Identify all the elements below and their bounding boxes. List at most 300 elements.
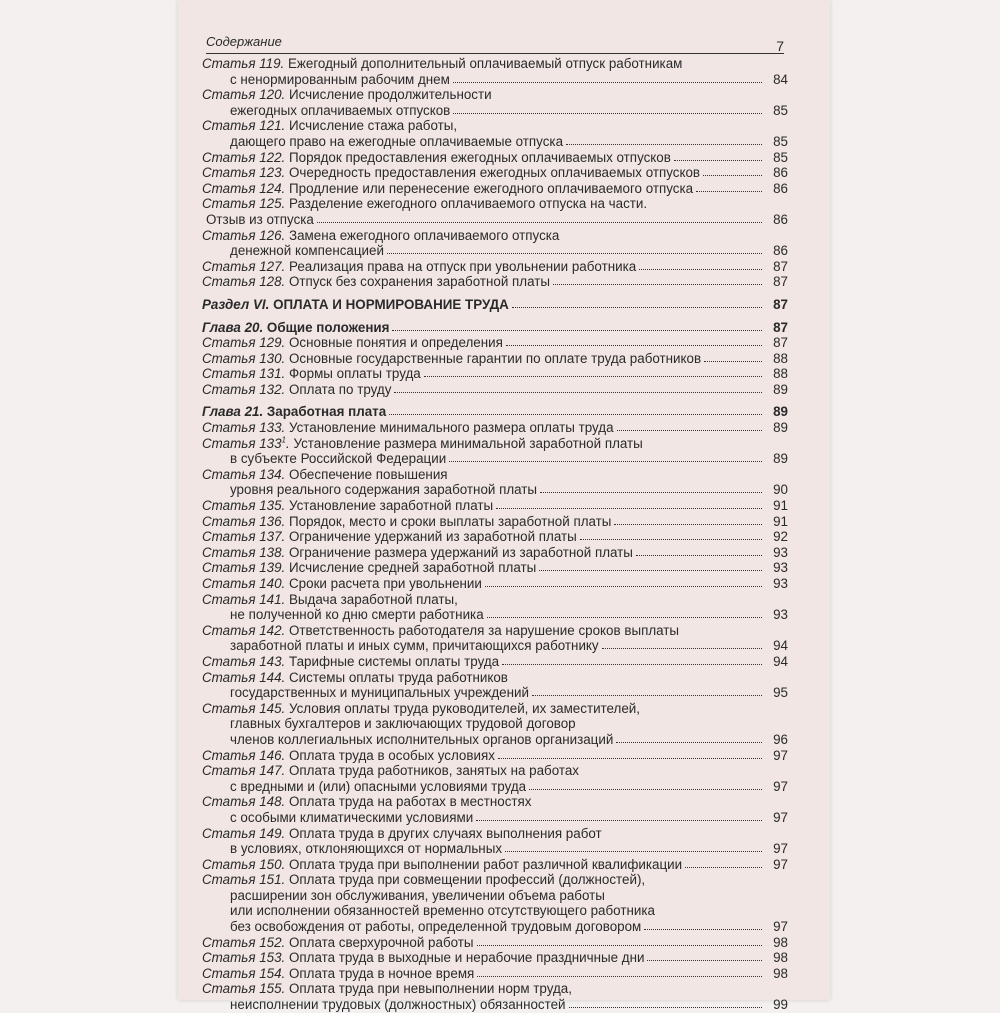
toc-entry: [202, 436, 788, 452]
toc-entry-text: Условия оплаты труда руководителей, их заместителей,: [289, 700, 640, 716]
toc-entry-text: Замена ежегодного оплачиваемого отпуска: [289, 227, 560, 243]
toc-entry-text: Оплата труда в выходные и нерабочие праздничные дни: [289, 950, 645, 966]
toc-entry-text: дающего право на ежегодные оплачиваемые отпуска: [230, 133, 564, 149]
toc-entry-label: [202, 436, 643, 452]
toc-entry: [202, 576, 788, 592]
toc-entry: [202, 165, 788, 181]
toc-entry-text: Основные понятия и определения: [289, 335, 503, 351]
toc-entry-label: [202, 654, 499, 670]
toc-entry-text: Продление или перенесение ежегодного оплачиваемого отпуска: [289, 180, 694, 196]
toc-entry: [202, 72, 788, 88]
toc-page-number: 87: [773, 258, 788, 274]
toc-entry: [202, 467, 788, 483]
toc-entry-label: [202, 181, 693, 197]
toc-entry-text: Тарифные системы оплаты труда: [289, 653, 500, 669]
toc-entry-label: [202, 274, 550, 290]
toc-entry: [202, 56, 788, 72]
article-number: Статья $133^1$.: [202, 435, 290, 451]
toc-entry-text: Оплата труда при выполнении работ различной квалификации: [289, 856, 683, 872]
toc-entry-label: [202, 560, 536, 576]
leader-dots: [639, 269, 762, 270]
toc-entry-label: [230, 72, 450, 88]
toc-entry-text: членов коллегиальных исполнительных органов организаций: [230, 731, 614, 747]
toc-entry-label: [202, 259, 636, 275]
leader-dots: [477, 976, 762, 977]
toc-entry-text: Обеспечение повышения: [289, 466, 448, 482]
toc-entry-label: [202, 545, 633, 561]
toc-page-number: 85: [773, 149, 788, 165]
leader-dots: [317, 222, 762, 223]
leader-dots: [453, 113, 762, 114]
toc-entry-label: [202, 529, 577, 545]
toc-entry-text: заработной платы и иных сумм, причитающихся работнику: [230, 638, 599, 654]
book-page: [178, 0, 830, 1013]
toc-entry-label: [202, 366, 421, 382]
toc-chapter-heading: [202, 320, 788, 336]
toc-page-number: 96: [773, 731, 788, 747]
toc-page-number: 91: [773, 498, 788, 514]
toc-entry-text: Ограничение размера удержаний из заработной платы: [289, 544, 633, 560]
toc-entry-text: без освобождения от работы, определенной трудовым договором: [230, 919, 642, 935]
toc-entry: [202, 794, 788, 810]
toc-entry-text: Очередность предоставления ежегодных оплачиваемых отпусков: [289, 165, 701, 181]
leader-dots: [505, 851, 762, 852]
toc-entry: [202, 87, 788, 103]
article-number: Статья 139.: [202, 560, 286, 576]
article-number: Статья 120.: [202, 87, 286, 103]
article-number: Статья 147.: [202, 763, 286, 779]
table-of-contents: [202, 56, 788, 1013]
toc-entry: [202, 716, 788, 732]
toc-entry-label: [230, 607, 484, 623]
toc-entry-label: [230, 841, 502, 857]
heading-number: Раздел VI.: [202, 296, 270, 312]
leader-dots: [498, 758, 762, 759]
article-number: Статья 119.: [202, 56, 285, 71]
toc-page-number: 85: [773, 133, 788, 149]
article-number: Статья 137.: [202, 529, 286, 545]
toc-entry: [202, 274, 788, 290]
article-number: Статья 123.: [202, 165, 286, 181]
toc-entry-label: [230, 903, 655, 919]
toc-entry: [202, 654, 788, 670]
toc-entry-label: [202, 981, 572, 997]
toc-entry-label: [202, 228, 559, 244]
toc-entry: [202, 118, 788, 134]
article-number: Статья 154.: [202, 965, 286, 981]
toc-entry-text: ОПЛАТА И НОРМИРОВАНИЕ ТРУДА: [273, 296, 509, 312]
leader-dots: [704, 361, 762, 362]
toc-entry-label: [202, 467, 448, 483]
toc-entry: [202, 966, 788, 982]
leader-dots: [387, 253, 762, 254]
toc-entry-label: [202, 56, 682, 72]
leader-dots: [487, 617, 762, 618]
article-number: Статья 144.: [202, 669, 286, 685]
toc-entry-label: [230, 134, 563, 150]
article-number: Статья 138.: [202, 544, 286, 560]
toc-entry-text: Основные государственные гарантии по оплате труда работников: [289, 350, 702, 366]
toc-entry-label: [230, 716, 576, 732]
toc-entry-label: [230, 919, 641, 935]
toc-entry-text: Разделение ежегодного оплачиваемого отпуска на части.: [289, 196, 648, 212]
toc-entry-label: [230, 451, 446, 467]
article-number: Статья 126.: [202, 227, 286, 243]
toc-entry-text: Общие положения: [266, 319, 390, 335]
leader-dots: [569, 1007, 762, 1008]
article-number: Статья 151.: [202, 872, 286, 888]
toc-entry-label: [202, 498, 493, 514]
leader-dots: [449, 461, 762, 462]
leader-dots: [539, 570, 762, 571]
toc-entry-text: Оплата труда в ночное время: [289, 965, 475, 981]
toc-entry-text: Системы оплаты труда работников: [289, 669, 508, 685]
toc-entry-label: [202, 670, 508, 686]
toc-entry-text: Оплата сверхурочной работы: [289, 934, 474, 950]
toc-entry-label: [202, 935, 474, 951]
toc-entry-text: Оплата труда на работах в местностях: [289, 794, 532, 810]
toc-page-number: 86: [773, 165, 788, 181]
toc-page-number: 88: [773, 350, 788, 366]
toc-entry-text: Ежегодный дополнительный оплачиваемый отпуск работникам: [288, 56, 683, 71]
leader-dots: [685, 867, 762, 868]
article-number: Статья 152.: [202, 934, 286, 950]
article-number: Статья 136.: [202, 513, 286, 529]
toc-entry-text: или исполнении обязанностей временно отсутствующего работника: [230, 903, 655, 919]
toc-entry-label: [202, 701, 640, 717]
article-number: Статья 142.: [202, 622, 286, 638]
leader-dots: [602, 648, 762, 649]
toc-entry-label: [230, 888, 605, 904]
toc-entry: [202, 243, 788, 259]
toc-page-number: 93: [773, 560, 788, 576]
toc-entry-label: [206, 212, 314, 228]
toc-entry-text: Порядок, место и сроки выплаты заработной платы: [289, 513, 612, 529]
toc-entry: [202, 514, 788, 530]
toc-entry-text: неисполнении трудовых (должностных) обязанностей: [230, 997, 566, 1013]
toc-entry: [202, 732, 788, 748]
toc-page-number: 89: [773, 404, 788, 420]
leader-dots: [389, 414, 762, 415]
article-number: Статья 150.: [202, 856, 286, 872]
leader-dots: [477, 945, 762, 946]
toc-entry-text: с вредными и (или) опасными условиями труда: [230, 778, 527, 794]
article-number: Статья 124.: [202, 180, 286, 196]
leader-dots: [540, 492, 762, 493]
leader-dots: [617, 430, 762, 431]
toc-entry-label: [230, 243, 384, 259]
toc-page-number: 97: [773, 856, 788, 872]
toc-entry-text: Отзыв из отпуска: [206, 211, 314, 227]
leader-dots: [476, 820, 762, 821]
toc-entry-label: [202, 165, 700, 181]
article-number: Статья 125.: [202, 196, 286, 212]
toc-entry: [202, 482, 788, 498]
toc-entry: [202, 810, 788, 826]
leader-dots: [553, 284, 762, 285]
toc-entry-label: [230, 779, 526, 795]
toc-entry-label: [202, 748, 495, 764]
toc-page-number: 99: [773, 997, 788, 1013]
article-number: Статья 122.: [202, 149, 286, 165]
toc-page-number: 90: [773, 482, 788, 498]
toc-entry: [202, 857, 788, 873]
toc-entry-text: Установление минимального размера оплаты труда: [289, 420, 614, 436]
toc-entry: [202, 841, 788, 857]
toc-entry-label: [202, 118, 457, 134]
toc-page-number: 93: [773, 576, 788, 591]
page-number: 7: [776, 38, 784, 54]
toc-entry-text: Формы оплаты труда: [289, 366, 421, 382]
article-number: Статья 134.: [202, 466, 286, 482]
toc-section-heading: [202, 297, 788, 313]
article-number: Статья 132.: [202, 381, 286, 397]
toc-entry-text: Оплата труда в других случаях выполнения работ: [289, 825, 602, 841]
toc-page-number: 86: [773, 211, 788, 227]
toc-entry-text: главных бухгалтеров и заключающих трудовой договор: [230, 716, 576, 732]
toc-page-number: 97: [773, 809, 788, 825]
heading-number: Глава 21.: [202, 404, 264, 420]
toc-entry: [202, 451, 788, 467]
leader-dots: [674, 160, 762, 161]
toc-entry-text: Ответственность работодателя за нарушение сроков выплаты: [289, 622, 680, 638]
article-number: Статья 133.: [202, 420, 286, 436]
toc-entry-text: в условиях, отклоняющихся от нормальных: [230, 841, 503, 857]
toc-page-number: 97: [773, 919, 788, 935]
toc-entry-text: уровня реального содержания заработной платы: [230, 482, 538, 498]
toc-entry: [202, 366, 788, 382]
toc-entry: [202, 150, 788, 166]
toc-page-number: 97: [773, 841, 788, 857]
toc-entry-text: Отпуск без сохранения заработной платы: [289, 274, 551, 290]
leader-dots: [529, 789, 762, 790]
toc-page-number: 94: [773, 638, 788, 654]
toc-entry: [202, 981, 788, 997]
toc-entry: [202, 560, 788, 576]
toc-entry-label: [202, 382, 391, 398]
leader-dots: [512, 307, 762, 308]
toc-entry: [202, 638, 788, 654]
toc-entry: [202, 212, 788, 228]
toc-entry: [202, 826, 788, 842]
toc-entry-text: государственных и муниципальных учреждений: [230, 685, 529, 701]
leader-dots: [453, 82, 762, 83]
toc-page-number: 98: [773, 950, 788, 966]
header-title: Содержание: [206, 34, 282, 49]
toc-entry-text: Реализация права на отпуск при увольнении работника: [289, 258, 637, 274]
leader-dots: [394, 392, 762, 393]
toc-entry-text: Ограничение удержаний из заработной платы: [289, 529, 577, 545]
running-header: [206, 31, 784, 54]
toc-entry: [202, 919, 788, 935]
leader-dots: [566, 144, 762, 145]
leader-dots: [614, 524, 762, 525]
toc-entry-label: [202, 826, 602, 842]
toc-entry-label: [230, 685, 529, 701]
toc-entry-label: [202, 87, 492, 103]
toc-entry: [202, 259, 788, 275]
article-number: Статья 149.: [202, 825, 286, 841]
leader-dots: [616, 742, 762, 743]
toc-entry: [202, 196, 788, 212]
toc-entry-label: [230, 732, 613, 748]
article-number: Статья 148.: [202, 794, 286, 810]
toc-entry: [202, 888, 788, 904]
toc-entry: [202, 607, 788, 623]
toc-entry: [202, 763, 788, 779]
article-number: Статья 129.: [202, 335, 286, 351]
toc-entry: [202, 748, 788, 764]
toc-entry-label: [202, 794, 532, 810]
toc-entry-text: Исчисление стажа работы,: [289, 118, 458, 134]
toc-entry: [202, 382, 788, 398]
toc-entry-text: ежегодных оплачиваемых отпусков: [230, 102, 451, 118]
toc-chapter-heading: [202, 404, 788, 420]
toc-page-number: 93: [773, 607, 788, 623]
toc-entry-text: расширении зон обслуживания, увеличении объема работы: [230, 887, 605, 903]
toc-entry: [202, 903, 788, 919]
toc-entry: [202, 134, 788, 150]
toc-entry-text: Исчисление продолжительности: [289, 87, 492, 103]
toc-entry: [202, 872, 788, 888]
leader-dots: [485, 586, 762, 587]
toc-entry-label: [202, 950, 644, 966]
toc-entry-label: [230, 638, 599, 654]
toc-entry: [202, 335, 788, 351]
toc-entry-label: [202, 196, 647, 212]
toc-entry: [202, 181, 788, 197]
article-superscript: 1: [281, 435, 286, 445]
toc-entry: [202, 228, 788, 244]
leader-dots: [696, 191, 762, 192]
toc-entry: [202, 420, 788, 436]
toc-entry-label: [202, 592, 458, 608]
toc-entry-text: Сроки расчета при увольнении: [289, 576, 482, 591]
toc-page-number: 87: [773, 274, 788, 290]
toc-page-number: 92: [773, 529, 788, 545]
toc-entry-label: [230, 997, 566, 1013]
toc-entry-text: не полученной ко дню смерти работника: [230, 607, 484, 623]
toc-entry-text: Выдача заработной платы,: [289, 591, 458, 607]
toc-page-number: 88: [773, 366, 788, 382]
article-number: Статья 131.: [202, 366, 286, 382]
leader-dots: [532, 695, 762, 696]
toc-page-number: 89: [773, 451, 788, 467]
toc-page-number: 86: [773, 180, 788, 196]
leader-dots: [644, 929, 762, 930]
article-number: Статья 145.: [202, 700, 286, 716]
leader-dots: [496, 508, 762, 509]
article-number: Статья 140.: [202, 576, 286, 591]
toc-page-number: 87: [773, 296, 788, 312]
article-number: Статья 153.: [202, 950, 286, 966]
toc-entry-label: [202, 351, 701, 367]
toc-entry-text: Оплата труда при невыполнении норм труда,: [289, 981, 572, 997]
toc-page-number: 98: [773, 965, 788, 981]
toc-page-number: 95: [773, 685, 788, 701]
toc-entry: [202, 779, 788, 795]
toc-entry-text: с ненормированным рабочим днем: [230, 71, 450, 87]
toc-page-number: 91: [773, 513, 788, 529]
article-number: Статья 135.: [202, 498, 286, 514]
leader-dots: [506, 345, 762, 346]
toc-entry-text: Установление заработной платы: [289, 498, 494, 514]
toc-entry: [202, 670, 788, 686]
toc-page-number: 85: [773, 102, 788, 118]
toc-entry-label: [202, 335, 503, 351]
toc-entry-label: [230, 482, 537, 498]
toc-page-number: 87: [773, 319, 788, 335]
article-number: Статья 141.: [202, 591, 286, 607]
toc-page-number: 84: [773, 71, 788, 87]
article-number: Статья 155.: [202, 981, 286, 997]
article-number: Статья 130.: [202, 350, 286, 366]
toc-entry: [202, 623, 788, 639]
toc-page-number: 93: [773, 544, 788, 560]
toc-entry-label: [202, 320, 389, 336]
leader-dots: [636, 555, 762, 556]
leader-dots: [647, 960, 762, 961]
toc-entry-label: [202, 966, 474, 982]
toc-entry-label: [202, 404, 386, 420]
leader-dots: [392, 330, 762, 331]
toc-entry: [202, 592, 788, 608]
article-number: Статья 143.: [202, 653, 286, 669]
toc-entry: [202, 701, 788, 717]
toc-entry-text: Оплата труда в особых условиях: [289, 747, 495, 763]
toc-entry-text: Исчисление средней заработной платы: [289, 560, 537, 576]
heading-number: Глава 20.: [202, 319, 264, 335]
toc-entry-label: [202, 297, 509, 313]
leader-dots: [703, 175, 762, 176]
toc-entry: [202, 103, 788, 119]
toc-entry-text: Оплата труда работников, занятых на работах: [289, 763, 579, 779]
toc-entry-label: [230, 810, 473, 826]
toc-entry: [202, 997, 788, 1013]
toc-entry-text: Оплата труда при совмещении профессий (должностей),: [289, 872, 646, 888]
toc-entry-text: Установление размера минимальной заработной платы: [293, 435, 643, 451]
toc-entry-text: Оплата по труду: [289, 381, 392, 397]
toc-page-number: 97: [773, 778, 788, 794]
toc-entry-text: Порядок предоставления ежегодных оплачиваемых отпусков: [289, 149, 671, 165]
toc-entry: [202, 351, 788, 367]
toc-entry: [202, 529, 788, 545]
toc-entry-label: [202, 420, 614, 436]
toc-entry: [202, 498, 788, 514]
toc-page-number: 94: [773, 653, 788, 669]
article-number: Статья 127.: [202, 258, 286, 274]
toc-entry-label: [230, 103, 450, 119]
toc-page-number: 98: [773, 934, 788, 950]
toc-entry-text: в субъекте Российской Федерации: [230, 451, 447, 467]
toc-entry-label: [202, 514, 611, 530]
toc-entry-text: Заработная плата: [266, 404, 387, 420]
toc-entry: [202, 950, 788, 966]
toc-entry: [202, 935, 788, 951]
toc-entry-label: [202, 150, 671, 166]
article-number: Статья 146.: [202, 747, 286, 763]
article-number: Статья 121.: [202, 118, 286, 134]
toc-entry-text: денежной компенсацией: [230, 243, 384, 259]
toc-entry-label: [202, 872, 645, 888]
leader-dots: [580, 539, 762, 540]
toc-entry: [202, 545, 788, 561]
leader-dots: [502, 664, 762, 665]
toc-page-number: 89: [773, 381, 788, 397]
toc-entry-label: [202, 763, 579, 779]
toc-entry-text: с особыми климатическими условиями: [230, 809, 474, 825]
toc-page-number: 97: [773, 747, 788, 763]
